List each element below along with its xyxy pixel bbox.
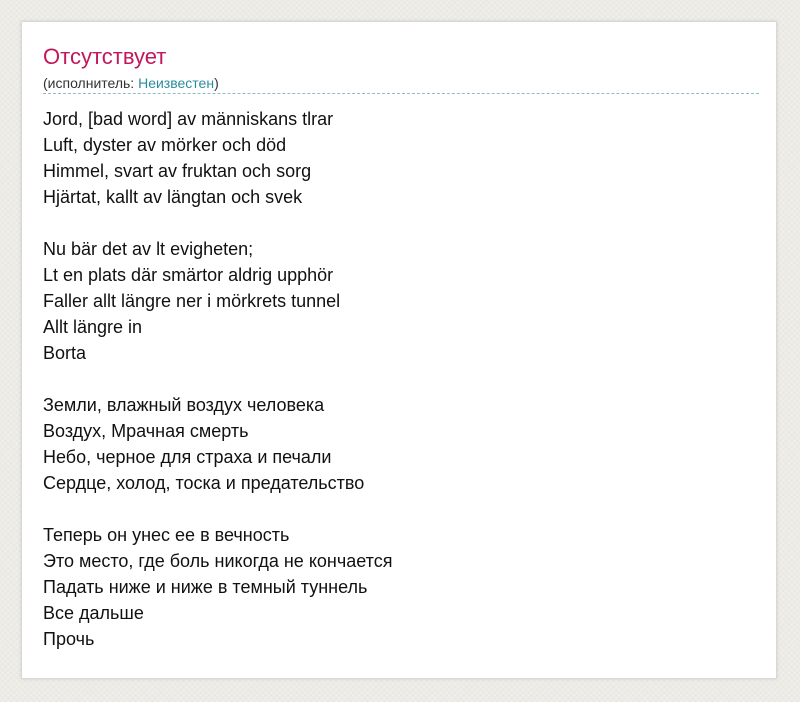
- lyric-line: Luft, dyster av mörker och död: [43, 135, 287, 155]
- lyric-line: Воздух, Мрачная смерть: [43, 421, 249, 441]
- song-title: Отсутствует: [43, 44, 167, 69]
- lyric-line: Падать ниже и ниже в темный туннель: [43, 577, 368, 597]
- lyric-line: Nu bär det av lt evigheten;: [43, 239, 254, 259]
- lyric-line: Allt längre in: [43, 317, 143, 337]
- stanza-4: [43, 522, 759, 652]
- lyric-line: Lt en plats där smärtor aldrig upphör: [43, 265, 334, 285]
- artist-suffix: ): [214, 75, 219, 91]
- lyric-line: Все дальше: [43, 603, 144, 623]
- lyric-line: Прочь: [43, 629, 95, 649]
- lyric-line: Jord, [bad word] av människans tlrar: [43, 109, 334, 129]
- stanza-1: [43, 106, 759, 210]
- lyric-line: Это место, где боль никогда не кончается: [43, 551, 393, 571]
- stanza-gap: [43, 496, 759, 522]
- lyric-line: Земли, влажный воздух человека: [43, 395, 325, 415]
- lyric-line: Сердце, холод, тоска и предательство: [43, 473, 365, 493]
- artist-prefix: (исполнитель:: [43, 75, 139, 91]
- artist-line: [43, 74, 219, 92]
- lyrics-card: [21, 21, 777, 679]
- lyric-line: Теперь он унес ее в вечность: [43, 525, 290, 545]
- lyric-line: Borta: [43, 343, 87, 363]
- stanza-gap: [43, 210, 759, 236]
- stanza-2: [43, 236, 759, 366]
- lyric-line: Небо, черное для страха и печали: [43, 447, 332, 467]
- lyric-line: Faller allt längre ner i mörkrets tunnel: [43, 291, 341, 311]
- stanza-3: [43, 392, 759, 496]
- stanza-gap: [43, 366, 759, 392]
- lyric-line: Hjärtat, kallt av längtan och svek: [43, 187, 303, 207]
- lyrics-text: [43, 106, 759, 652]
- lyric-line: Himmel, svart av fruktan och sorg: [43, 161, 312, 181]
- dashed-divider: [43, 93, 759, 94]
- artist-link[interactable]: Неизвестен: [138, 75, 215, 91]
